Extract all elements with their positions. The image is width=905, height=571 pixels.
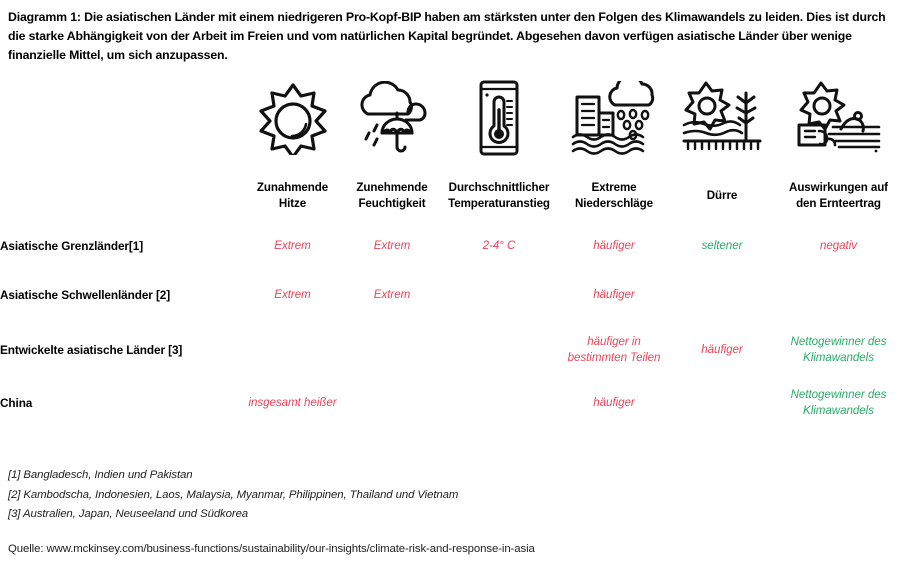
header-line-1: Dürre (706, 189, 738, 202)
column-header-durchschnittlicher-temperaturanstieg (442, 168, 556, 224)
column-header-auswirkungen-ernteertrag (772, 168, 905, 224)
header-line-1: Auswirkungen auf (789, 181, 888, 194)
cell-value: Nettogewinner des Klimawandels (790, 388, 887, 417)
row-label: Asiatische Grenzländer[1] (0, 238, 144, 253)
thermometer-icon-cell (442, 72, 556, 168)
cell-value (243, 322, 342, 377)
cell-value (342, 322, 442, 377)
cell-value: häufiger (593, 396, 635, 409)
cell-value: seltener (701, 238, 743, 252)
header-line-2: Niederschläge (575, 197, 653, 210)
cell-value: Extrem (373, 287, 411, 301)
column-header-row (0, 168, 905, 224)
cell-value: 2-4° C (482, 238, 516, 252)
column-header-zunehmende-feuchtigkeit (342, 168, 442, 224)
cell-value: Nettogewinner des Klimawandels (790, 334, 887, 364)
cell-value (672, 377, 772, 429)
footnote-3: [3] Australien, Japan, Neuseeland und Südkorea (8, 508, 249, 520)
header-line-1: Zunahmende (256, 181, 329, 194)
header-line-1: Zunehmende (356, 181, 428, 194)
icon-row (0, 72, 905, 168)
header-line-1: Extreme (591, 181, 637, 194)
cell-value: häufiger (593, 287, 635, 301)
column-header-zunahmende-hitze (243, 168, 342, 224)
drought-icon-cell (672, 72, 772, 168)
footnotes (8, 466, 708, 525)
footnote-2: [2] Kambodscha, Indonesien, Laos, Malaysia, Myanmar, Philippinen, Thailand und Vietnam (8, 488, 459, 501)
table-row (0, 224, 905, 267)
header-line-2: Hitze (278, 197, 307, 210)
cell-value (442, 267, 556, 322)
header-line-2: Temperaturanstieg (448, 197, 550, 210)
cell-value (672, 267, 772, 322)
climate-impact-matrix (0, 72, 905, 429)
cell-value (772, 267, 905, 322)
harvest-field-icon-cell (772, 72, 905, 168)
header-line-2: den Ernteertrag (796, 197, 881, 210)
table-row (0, 322, 905, 377)
table-row (0, 267, 905, 322)
column-header-duerre (672, 168, 772, 224)
row-label: Entwickelte asiatische Länder [3] (0, 342, 183, 357)
header-line-1: Durchschnittlicher (448, 181, 550, 194)
cell-value: Extrem (373, 238, 411, 252)
cell-value: insgesamt heißer (248, 396, 337, 409)
sun-icon (256, 142, 330, 159)
cell-value (342, 377, 442, 429)
row-label: Asiatische Schwellenländer [2] (0, 287, 171, 302)
header-row-spacer (0, 168, 243, 224)
flood-city-icon-cell (556, 72, 672, 168)
source-line: Quelle: www.mckinsey.com/business-functions/sustainability/our-insights/climate-risk-and-response-in-asia (8, 543, 535, 555)
column-header-extreme-niederschlaege (556, 168, 672, 224)
cell-value: häufiger (593, 238, 635, 252)
drought-icon (682, 142, 762, 159)
thermometer-icon (474, 143, 524, 160)
cell-value: negativ (819, 238, 858, 252)
rain-cloud-umbrella-icon-cell (342, 72, 442, 168)
cell-value: häufiger in bestimmten Teilen (567, 334, 661, 364)
footnote-1: [1] Bangladesch, Indien und Pakistan (8, 469, 193, 481)
cell-value: Extrem (274, 238, 311, 252)
harvest-field-icon (797, 142, 881, 159)
row-label: China (0, 396, 33, 410)
cell-value (442, 322, 556, 377)
cell-value: Extrem (274, 287, 311, 301)
rain-cloud-umbrella-icon (352, 142, 432, 159)
cell-value: häufiger (701, 342, 743, 356)
cell-value (442, 377, 556, 429)
table-row (0, 377, 905, 429)
flood-city-icon (571, 142, 657, 159)
icon-row-spacer (0, 72, 243, 168)
header-line-2: Feuchtigkeit (358, 197, 426, 210)
sun-icon-cell (243, 72, 342, 168)
page-title: Diagramm 1: Die asiatischen Länder mit einem niedrigeren Pro-Kopf-BIP haben am stärksten unter den Folgen des Klimawandels zu leiden. Dies ist durch die starke Abhängigkeit von der Arbeit im Freien und vom natürlichen Kapital begründet. Abgesehen davon verfügen asiatische Länder über wenige finanzielle Mittel, um sich anzupassen. (8, 10, 886, 62)
